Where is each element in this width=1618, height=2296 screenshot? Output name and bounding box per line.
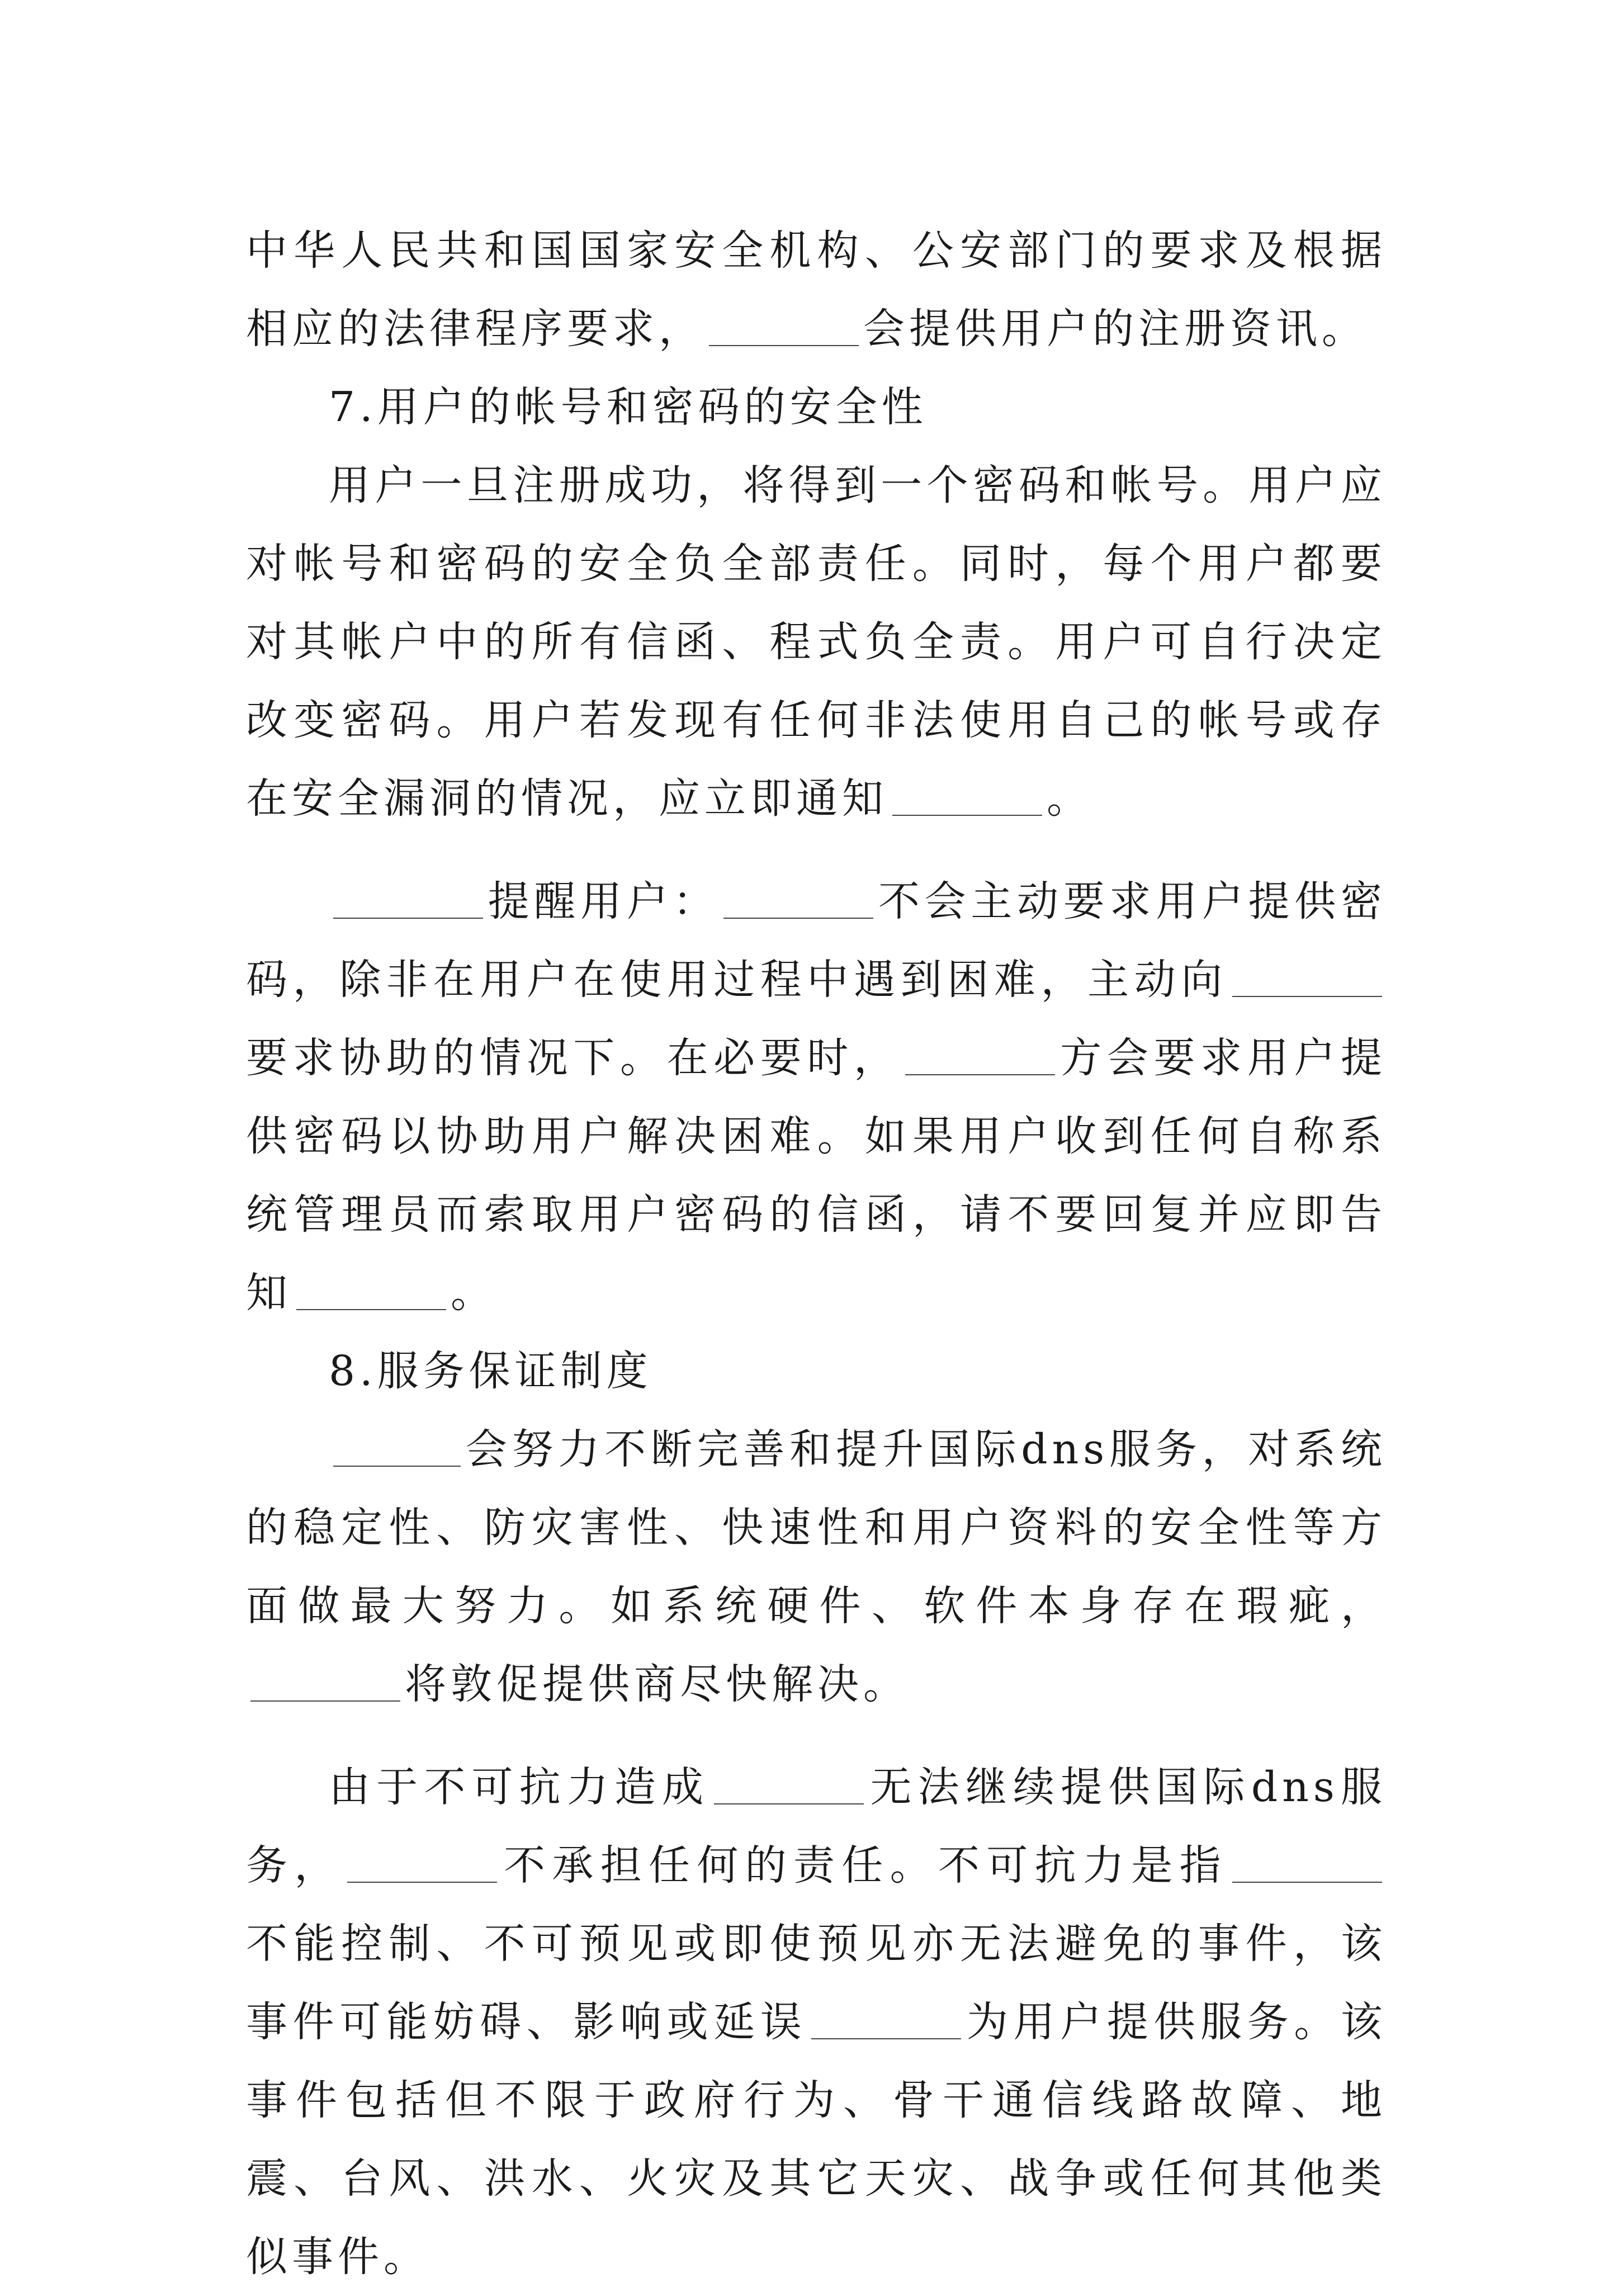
section-heading-7: 7.用户的帐号和密码的安全性: [329, 383, 928, 431]
paragraph-text: 不能控制、不可预见或即使预见亦无法避免的事件，该事件可能妨碍、影响或延误: [246, 1920, 1387, 2046]
paragraph-text: 用户一旦注册成功，将得到一个密码和帐号。用户应对帐号和密码的安全负全部责任。同时，每个用户都要对其帐户中的所有信函、程式负全责。用户可自行决定改变密码。用户若发现有任何非法使用自己的帐号或存在安全漏洞的情况，应立即通知: [246, 461, 1387, 823]
paragraph-force-majeure: [246, 1748, 1387, 2296]
paragraph-password-reminder: [246, 862, 1387, 1332]
blank-underline: [296, 1273, 446, 1310]
paragraph-text: 为用户提供服务。该事件包括但不限于政府行为、骨干通信线路故障、地震、台风、洪水、火灾及其它天灾、战争或任何其他类似事件。: [246, 1998, 1387, 2281]
paragraph-account-security: [246, 446, 1387, 838]
blank-underline: [892, 779, 1042, 816]
blank-underline: [1232, 960, 1382, 997]
paragraph-text: 提醒用户：: [488, 877, 720, 925]
paragraph-text: 由于不可抗力造成: [329, 1763, 710, 1811]
paragraph-text: 将敦促提供商尽快解决。: [405, 1660, 909, 1708]
paragraph-text: 要求协助的情况下。在必要时，: [246, 1034, 901, 1082]
paragraph-service-guarantee: [246, 1410, 1387, 1723]
blank-underline: [347, 1846, 497, 1883]
paragraph-legal-disclosure: [246, 211, 1387, 368]
blank-underline: [250, 1665, 400, 1702]
blank-underline: [905, 1038, 1055, 1075]
blank-underline: [714, 1768, 864, 1804]
blank-underline: [1232, 1846, 1382, 1883]
paragraph-text: 会努力不断完善和提升国际dns服务，对系统的稳定性、防灾害性、快速性和用户资料的安全性等方面做最大努力。如系统硬件、软件本身存在瑕疵，: [246, 1425, 1387, 1630]
section-heading-8: 8.服务保证制度: [329, 1347, 652, 1395]
blank-underline: [709, 309, 859, 346]
blank-underline: [723, 882, 873, 919]
blank-underline: [333, 882, 483, 919]
paragraph-text: 。: [451, 1269, 496, 1317]
paragraph-text: 会提供用户的注册资讯。: [863, 305, 1368, 353]
paragraph-text: 方会要求用户提供密码以协助用户解决困难。如果用户收到任何自称系统管理员而索取用户密码的信函，请不要回复并应即告知: [246, 1034, 1387, 1317]
blank-underline: [333, 1430, 461, 1467]
paragraph-text: 不会主动要求用户提供密码，除非在用户在使用过程中遇到困难，主动向: [246, 877, 1387, 1004]
paragraph-text: 无法继续提供国际dns服务，: [246, 1763, 1387, 1889]
document-body: [246, 211, 1387, 2296]
paragraph-text: 不承担任何的责任。不可抗力是指: [501, 1841, 1228, 1889]
paragraph-text: 中华人民共和国国家安全机构、公安部门的要求及根据相应的法律程序要求，: [246, 226, 1387, 353]
blank-underline: [811, 2002, 961, 2039]
paragraph-text: 。: [1047, 774, 1092, 823]
